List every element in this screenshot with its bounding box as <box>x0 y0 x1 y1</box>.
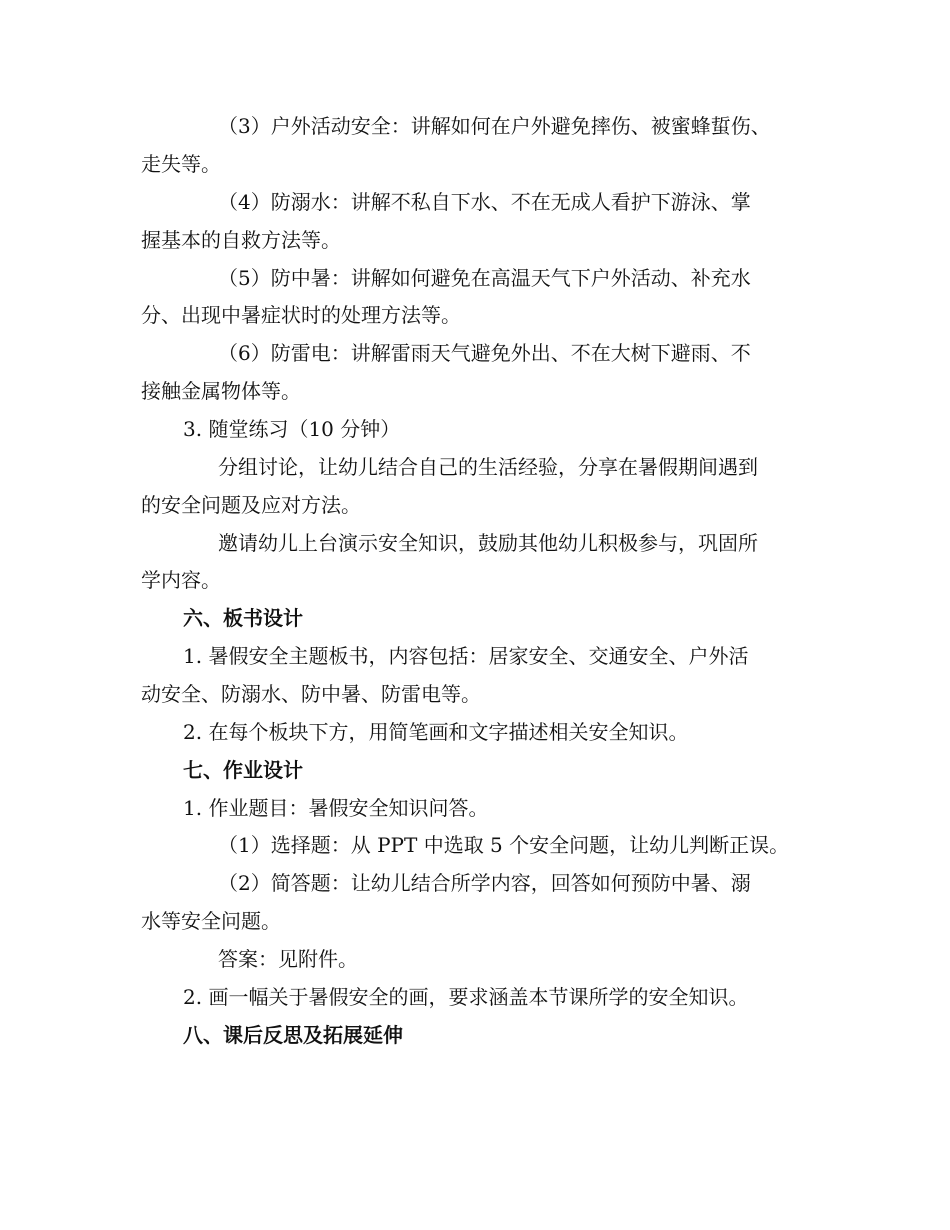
section-heading: 八、课后反思及拓展延伸 <box>183 1023 403 1047</box>
paragraph-line: 分、出现中暑症状时的处理方法等。 <box>141 303 461 327</box>
list-item: 1. 作业题目：暑假安全知识问答。 <box>183 796 489 820</box>
list-item: 3. 随堂练习（10 分钟） <box>183 417 401 441</box>
paragraph-line: 握基本的自救方法等。 <box>141 228 341 252</box>
paragraph-line: 邀请幼儿上台演示安全知识，鼓励其他幼儿积极参与，巩固所 <box>218 531 758 555</box>
list-item: 2. 在每个板块下方，用简笔画和文字描述相关安全知识。 <box>183 720 689 744</box>
paragraph-line: 答案：见附件。 <box>218 947 358 971</box>
paragraph-line: （3）户外活动安全：讲解如何在户外避免摔伤、被蜜蜂蜇伤、 <box>218 114 771 138</box>
paragraph-line: （1）选择题：从 PPT 中选取 5 个安全问题，让幼儿判断正误。 <box>218 833 790 857</box>
paragraph-line: 的安全问题及应对方法。 <box>141 493 361 517</box>
paragraph-line: 动安全、防溺水、防中暑、防雷电等。 <box>141 682 481 706</box>
paragraph-line: （2）简答题：让幼儿结合所学内容，回答如何预防中暑、溺 <box>218 871 751 895</box>
paragraph-line: （6）防雷电：讲解雷雨天气避免外出、不在大树下避雨、不 <box>218 341 751 365</box>
paragraph-line: 水等安全问题。 <box>141 909 281 933</box>
section-heading: 六、板书设计 <box>183 606 303 630</box>
paragraph-line: 接触金属物体等。 <box>141 379 301 403</box>
paragraph-line: （4）防溺水：讲解不私自下水、不在无成人看护下游泳、掌 <box>218 190 751 214</box>
list-item: 1. 暑假安全主题板书，内容包括：居家安全、交通安全、户外活 <box>183 644 749 668</box>
paragraph-line: 走失等。 <box>141 152 221 176</box>
list-item: 2. 画一幅关于暑假安全的画，要求涵盖本节课所学的安全知识。 <box>183 985 749 1009</box>
paragraph-line: 分组讨论，让幼儿结合自己的生活经验，分享在暑假期间遇到 <box>218 455 758 479</box>
section-heading: 七、作业设计 <box>183 758 303 782</box>
paragraph-line: （5）防中暑：讲解如何避免在高温天气下户外活动、补充水 <box>218 266 751 290</box>
paragraph-line: 学内容。 <box>141 568 221 592</box>
